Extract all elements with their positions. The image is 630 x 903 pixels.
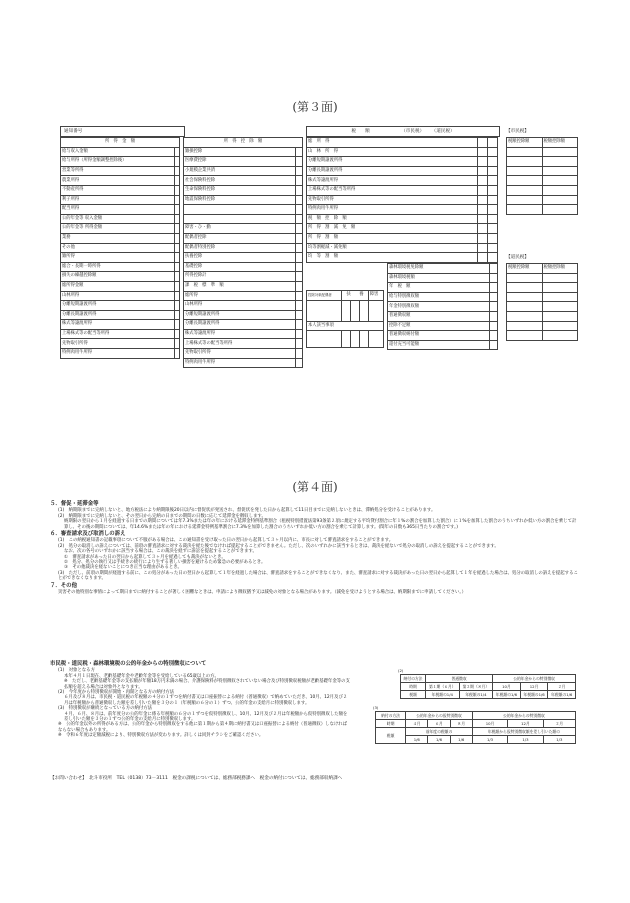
collection-row-label: 森林環境税免除額 <box>388 264 490 274</box>
income-row-value <box>174 339 179 349</box>
income-row-value <box>174 233 179 243</box>
deduction-header: 所 得 控 除 額 <box>184 138 303 148</box>
dependents-label: 扶 養 <box>342 291 369 301</box>
mini2-cell: 1/6 <box>406 736 428 744</box>
s6-line: (3) ただし、前項の期間が経過する前に、この処分があった日の翌日から起算して１年を経過した場合は、審査請求をすることができなくなり、また、審査請求に対する裁決があった日の翌日から起算して１年を経過した場合は、処分の取消しの訴えを提起することができなくなります。 <box>58 570 578 582</box>
pref-tax-caption: 【道民税】 <box>506 255 529 260</box>
contact-footer: 【お問い合わせ】 北斗市役所 TEL（0138）73－3111 税金の課税については、総務部税務課へ 税金の納付については、総務部収納課へ <box>50 776 343 781</box>
income-row-label: 総合・長期一時所得 <box>61 262 175 272</box>
income-row-label: 先物取引所得 <box>61 339 175 349</box>
city-credit-col1: 税額控除額 <box>507 138 543 148</box>
income-row-label: 山林所得 <box>61 291 175 301</box>
income-row-label: 雑所得 <box>61 253 175 263</box>
income-table <box>60 137 180 359</box>
deduction-row-label: 特例肉用牛所得 <box>184 358 296 368</box>
mini2-cell: 12月 <box>508 720 543 728</box>
mini2-cell: 税額 <box>376 728 406 744</box>
s5-line: 納期限の翌日から１月を経過する日までの期間については年7.3%または年の年における延滞金特例基準割合（租税特別措置法第93条第２項に規定する平均貸付割合に年１%の割合を加算した割合）に１%を加算した割合のうちいずれか低い方の割合を乗じて計算し、その後の期間については、年14.6%または年の年における延滞金特例基準割合に7.3%を加算した割合のうちいずれか低い方の割合を乗じて計算します。(閏年の日数も365日当たりの割合です。) <box>64 519 577 530</box>
mini2-cell: ４月 <box>406 720 428 728</box>
disability-label: 障害 <box>368 291 383 301</box>
deduction-row-label: 課 税 標 準 額 <box>184 281 296 291</box>
income-row-label: 利子所得 <box>61 195 175 205</box>
mini1-head: 普通徴収 <box>425 675 492 683</box>
mini1-cell: 年税額の1/4 <box>425 691 459 699</box>
s8-line: ※ 公的年金以外の所得がある方は、公的年金から特別徴収をする他に第１期から第４期に納付書又は口座振替による納付（普通徴収）しなければならない場合もあります。 <box>58 722 348 733</box>
income-row-label: 分離長期譲渡所得 <box>61 310 175 320</box>
mini-table-2 <box>375 711 576 744</box>
s6-line: (1) この納税通知書の記載事項について不服がある場合は、この通知書を受け取った日の翌日から起算して３ヶ月以内に、市長に対して審査請求をすることができます。 <box>58 538 394 544</box>
mini1-cell: 12月 <box>520 683 548 691</box>
tax-row-value <box>487 176 497 186</box>
tax-row-label: 税 額 控 除 額 <box>307 214 478 224</box>
deduction-row-value <box>296 358 303 368</box>
mini1-cell: 年税額の1/4 <box>459 691 493 699</box>
deduction-row-label: 分離短期譲渡所得 <box>184 310 296 320</box>
deduction-row-value <box>296 272 303 282</box>
income-row-value <box>174 281 179 291</box>
collection-table <box>387 263 498 350</box>
tax-row-value <box>477 224 487 234</box>
s8-line: ※ 令和６年度は定額減税により、特別徴収方法が変わります。詳しくは同封チラシをご確認ください。 <box>58 733 264 739</box>
collection-row-value <box>489 321 497 331</box>
mini2-cell: 10月 <box>472 720 507 728</box>
tax-row-value <box>477 147 487 157</box>
deduction-row-label: 先物取引所得 <box>184 349 296 359</box>
pref-credit-table <box>506 263 578 341</box>
s8-line: (2) 今年度から特別徴収が開始・再開となる方の納付方法 <box>58 690 174 696</box>
income-row-label: 上場株式等の配当等所得 <box>61 329 175 339</box>
deduction-row-label: 配偶者控除 <box>184 233 296 243</box>
mini2-cell: 1/6 <box>450 736 472 744</box>
collection-row-label: 森林環境税額 <box>388 273 490 283</box>
tax-row-value <box>487 157 497 167</box>
income-row-value <box>174 272 179 282</box>
tax-row-value <box>487 233 497 243</box>
s5-title: ５．督促・延滞金等 <box>50 501 99 507</box>
collection-row-value <box>489 283 497 293</box>
s5-line: (2) 納期限までに完納しないと、その翌日から完納の日までの期間の日数に応じて延滞金を徴収します。 <box>58 513 266 519</box>
income-row-label: その他 <box>61 243 175 253</box>
mini2-cell: ２月 <box>543 720 575 728</box>
income-row-label: 給与所得（所得金額調整控除後） <box>61 157 175 167</box>
mini2-cell: ６月 <box>428 720 450 728</box>
s8-line: 本年４月１日現在、老齢基礎年金や老齢年金等を受給している65歳以上の方。 <box>64 673 219 679</box>
tax-row-value <box>487 138 497 148</box>
income-row-label: 総所得金額 <box>61 281 175 291</box>
income-row-value <box>174 157 179 167</box>
income-row-value <box>174 310 179 320</box>
deduction-row-label: 地震保険料控除 <box>184 195 296 205</box>
tax-row-value <box>477 166 487 176</box>
deduction-row-label <box>184 214 296 224</box>
income-row-value <box>174 176 179 186</box>
mini2-cell: 1/3 <box>543 736 575 744</box>
deduction-row-label <box>184 205 296 215</box>
mini1-cell: 年税額の1/6 <box>548 691 576 699</box>
mini2-caption: (3) <box>373 705 379 710</box>
income-row-label: 業務 <box>61 233 175 243</box>
income-row-value <box>174 214 179 224</box>
income-row-label: 株式等譲渡所得 <box>61 320 175 330</box>
deduction-row-value <box>296 329 303 339</box>
income-row-value <box>174 224 179 234</box>
tax-row-label: 総 所 得 <box>307 138 478 148</box>
tax-row-value <box>477 176 487 186</box>
tax-row-value <box>477 205 487 215</box>
income-row-value <box>174 262 179 272</box>
tax-row-label: 均 等 割 額 <box>307 253 478 263</box>
mini1-head: 納付の方法 <box>401 675 426 683</box>
tax-row-label: 株式等譲渡所得 <box>307 176 478 186</box>
mini1-cell: 第２期（８月） <box>459 683 493 691</box>
deduction-row-value <box>296 233 303 243</box>
s8-line: (3) 特別徴収が継続となっている方の納付方法 <box>58 706 153 712</box>
tax-row-label: 山 林 所 得 <box>307 147 478 157</box>
spouse-label: 控除対象配偶者 <box>307 291 342 301</box>
deduction-row-value <box>296 339 303 349</box>
deduction-row-label: 障害・ひ・勤 <box>184 224 296 234</box>
deduction-row-value <box>296 253 303 263</box>
tax-row-label: 上場株式等の配当等所得 <box>307 185 478 195</box>
deduction-row-value <box>296 195 303 205</box>
tax-row-label: 先物取引所得 <box>307 195 478 205</box>
deduction-row-label: 分離長期譲渡所得 <box>184 320 296 330</box>
deduction-table <box>183 137 303 368</box>
deduction-row-value <box>296 205 303 215</box>
deduction-row-label: 配偶者特別控除 <box>184 243 296 253</box>
mini-table-1 <box>400 674 576 699</box>
notice-label: 通知番号 <box>64 129 83 134</box>
mini2-cell: 1/3 <box>472 736 507 744</box>
s7-line: 災害その他特別な事情によって期日までに納付することが著しく困難なときは、申請により徴収猶予又は減免の対象となる場合があります。（減免を受けようとする場合は、納期限までに申請してください。） <box>58 590 466 596</box>
deduction-row-label: 小規模企業共済 <box>184 166 296 176</box>
income-row-label: 営業等所得 <box>61 166 175 176</box>
deduction-row-value <box>296 310 303 320</box>
deduction-row-value <box>296 214 303 224</box>
deduction-row-label: 社会保険料控除 <box>184 176 296 186</box>
tax-row-value <box>487 147 497 157</box>
mini1-caption: (2) <box>398 668 404 673</box>
collection-row-label: 普通徴収納付額 <box>388 331 490 341</box>
collection-row-label: 還付充当可能額 <box>388 340 490 350</box>
income-row-label: 公的年金等 収入金額 <box>61 214 175 224</box>
s6-line: (2) 処分の取消しの訴えについては、前項の審査請求に対する裁決を経た後でなければ提起することができません。ただし、次のいずれかに該当するときは、裁決を経ないで処分の取消しの訴えを提起することができます。 <box>58 543 499 549</box>
s8-title: 市民税・道民税・森林環境税の公的年金からの特別徴収について <box>50 661 207 667</box>
city-tax-caption: 【市民税】 <box>506 129 529 134</box>
mini2-cell: 年税額から仮特別徴収額を差し引いた額の <box>472 728 575 736</box>
mini2-cell: ８月 <box>450 720 472 728</box>
tax-row-value <box>487 253 497 263</box>
deduction-row-label: 生命保険料控除 <box>184 185 296 195</box>
mini2-cell: 1/3 <box>508 736 543 744</box>
deduction-row-value <box>296 224 303 234</box>
principal-label: 本人該当事項 <box>307 321 384 331</box>
deduction-row-value <box>296 281 303 291</box>
deduction-row-value <box>296 243 303 253</box>
income-row-value <box>174 320 179 330</box>
mini2-cell: 前年度の税額の <box>406 728 473 736</box>
tax-row-label: 分離短期譲渡所得 <box>307 157 478 167</box>
collection-row-label: 普通徴収額 <box>388 311 490 321</box>
income-row-label: 公的年金等 所得金額 <box>61 224 175 234</box>
income-header: 所 得 金 額 <box>61 138 180 148</box>
deduction-row-value <box>296 349 303 359</box>
mini1-cell: 時期 <box>401 683 426 691</box>
deduction-row-label: 医療費控除 <box>184 157 296 167</box>
collection-row-value <box>489 340 497 350</box>
collection-row-value <box>489 264 497 274</box>
tax-row-label: 特例肉用牛所得 <box>307 205 478 215</box>
tax-row-value <box>487 166 497 176</box>
income-row-label: 損失の繰越控除額 <box>61 272 175 282</box>
s6-line: なお、次の各号のいずれかに該当する場合は、この裁決を経ずに訴訟を提起することができます。 <box>64 549 257 555</box>
deduction-row-value <box>296 262 303 272</box>
deduction-row-label: 総所得 <box>184 291 296 301</box>
s5-line: (1) 納期限までに完納しないと、地方税法により納期限後20日以内に督促状が発送され、督促状を発した日から起算して11日目までに完納しないときは、滞納処分を受けることがあります。 <box>58 508 436 514</box>
tax-row-value <box>487 195 497 205</box>
deduction-row-value <box>296 185 303 195</box>
income-row-label: 分離短期譲渡所得 <box>61 301 175 311</box>
collection-row-label: 年 税 額 <box>388 283 490 293</box>
tax-row-value <box>477 253 487 263</box>
s8-line: ４月、６月、８月は、前年度分の公的年金に係る年税額の６分の１ずつを仮特別徴収し、10月、12月及び２月は年税額から仮特別徴収した額を差し引いた額を３分の１ずつ公的年金の支給月に特別徴収します。 <box>64 711 348 723</box>
tax-row-label: 所 得 割 減 免 額 <box>307 224 478 234</box>
section-5 <box>50 500 580 596</box>
deduction-row-label: 上場株式等の配当等所得 <box>184 339 296 349</box>
collection-row-value <box>489 302 497 312</box>
tax-header-label: 税 額 <box>351 129 370 134</box>
income-row-value <box>174 301 179 311</box>
deduction-row-value <box>296 176 303 186</box>
deduction-row-value <box>296 157 303 167</box>
pref-credit-col1: 税額控除額 <box>507 264 543 274</box>
mini1-cell: 年税額の1/6 <box>520 691 548 699</box>
city-credit-col2: 税額控除額 <box>542 138 578 148</box>
family-table <box>306 290 384 348</box>
tax-row-value <box>487 243 497 253</box>
deduction-row-value <box>296 301 303 311</box>
deduction-row-value <box>296 166 303 176</box>
mini1-cell: 税額 <box>401 691 426 699</box>
tax-row-value <box>477 185 487 195</box>
mini2-cell: 時期 <box>376 720 406 728</box>
deduction-row-value <box>296 147 303 157</box>
collection-row-label: 給与特別徴収額 <box>388 292 490 302</box>
income-row-value <box>174 195 179 205</box>
deduction-row-label: 扶養控除 <box>184 253 296 263</box>
s6-title: ６．審査請求及び取消しの訴え <box>50 531 126 538</box>
income-row-value <box>174 349 179 359</box>
income-row-label: 特例肉用牛所得 <box>61 349 175 359</box>
mini2-head: 公的年金からの特別徴収 <box>472 712 575 720</box>
tax-row-value <box>487 205 497 215</box>
income-row-label: 不動産所得 <box>61 185 175 195</box>
notice-box <box>60 126 185 137</box>
collection-row-value <box>489 273 497 283</box>
income-row-label: 配当所得 <box>61 205 175 215</box>
city-credit-table <box>506 137 578 215</box>
city-tax-label: （市民税） <box>401 129 425 134</box>
s7-title: ７．その他 <box>50 582 77 589</box>
income-row-value <box>174 205 179 215</box>
deduction-row-value <box>296 291 303 301</box>
income-row-value <box>174 329 179 339</box>
tax-row-value <box>477 157 487 167</box>
tax-row-value <box>477 233 487 243</box>
mini1-head: 公的年金からの特別徴収 <box>493 675 576 683</box>
deduction-row-label: 株式等譲渡所得 <box>184 329 296 339</box>
deduction-row-label: 基礎控除 <box>184 262 296 272</box>
income-row-value <box>174 291 179 301</box>
page4-title: (第４面) <box>292 480 338 494</box>
mini1-cell: 第１期（６月） <box>425 683 459 691</box>
section-pension <box>50 660 350 739</box>
deduction-row-value <box>296 320 303 330</box>
tax-row-label: 均等割軽減・減免額 <box>307 243 478 253</box>
collection-row-label: 年金特別徴収額 <box>388 302 490 312</box>
collection-row-value <box>489 331 497 341</box>
tax-row-label: 所 得 割 額 <box>307 233 478 243</box>
collection-row-label: 控除不足額 <box>388 321 490 331</box>
mini1-cell: 10月 <box>493 683 521 691</box>
income-row-label: 農業所得 <box>61 176 175 186</box>
pref-tax-label: （道民税） <box>431 129 455 134</box>
deduction-row-label: 雑損控除 <box>184 147 296 157</box>
pref-credit-col2: 税額控除額 <box>542 264 578 274</box>
tax-header <box>306 126 500 137</box>
tax-row-value <box>487 214 497 224</box>
deduction-row-label: 山林所得 <box>184 301 296 311</box>
collection-row-value <box>489 292 497 302</box>
tax-row-value <box>477 214 487 224</box>
s6-line: ② 処分、処分の執行又は手続きの続行により生ずる著しい損害を避けるため緊急の必要があるとき。 <box>64 560 266 566</box>
tax-row-value <box>477 138 487 148</box>
deduction-row-label: 所得控除計 <box>184 272 296 282</box>
tax-row-label: 分離長期譲渡所得 <box>307 166 478 176</box>
mini2-head: 納付の方法 <box>376 712 406 720</box>
income-row-label: 給与収入金額 <box>61 147 175 157</box>
tax-row-value <box>477 243 487 253</box>
s8-line: (1) 対象となる方 <box>58 668 95 674</box>
income-row-value <box>174 253 179 263</box>
income-row-value <box>174 147 179 157</box>
tax-row-value <box>477 195 487 205</box>
collection-row-value <box>489 311 497 321</box>
page3-title: (第３面) <box>292 100 338 114</box>
mini2-cell: 1/6 <box>428 736 450 744</box>
mini2-head: 公的年金からの仮特別徴収 <box>406 712 473 720</box>
mini1-cell: 年税額の1/6 <box>493 691 521 699</box>
s8-line: ６月及び８月は、市民税・道民税の年税額の４分の１ずつを納付書又は口座振替による納付（普通徴収）で納めていただき、10月、12月及び２月は年税額から普通徴収した額を差し引いた額を３分の１（年税額の６分の１）ずつ、公的年金の支給月に特別徴収します。 <box>64 695 348 706</box>
mini1-cell: ２月 <box>548 683 576 691</box>
s6-line: ① 審査請求があった日の翌日から起算して３ヶ月を経過しても裁決がないとき。 <box>64 554 226 560</box>
s8-line: ※ ただし、老齢基礎年金等の支払額が年額18万円未満の場合、介護保険料が特別徴収されていない場合及び特別徴収税額が老齢基礎年金等の支払額を超える場合は対象外となります。 <box>64 679 350 690</box>
income-row-value <box>174 185 179 195</box>
s6-line: ③ その他裁決を経ないことにつき正当な理由があるとき。 <box>64 565 182 571</box>
tax-table <box>306 137 498 263</box>
income-row-value <box>174 243 179 253</box>
tax-row-value <box>487 185 497 195</box>
income-row-value <box>174 166 179 176</box>
tax-row-value <box>487 224 497 234</box>
